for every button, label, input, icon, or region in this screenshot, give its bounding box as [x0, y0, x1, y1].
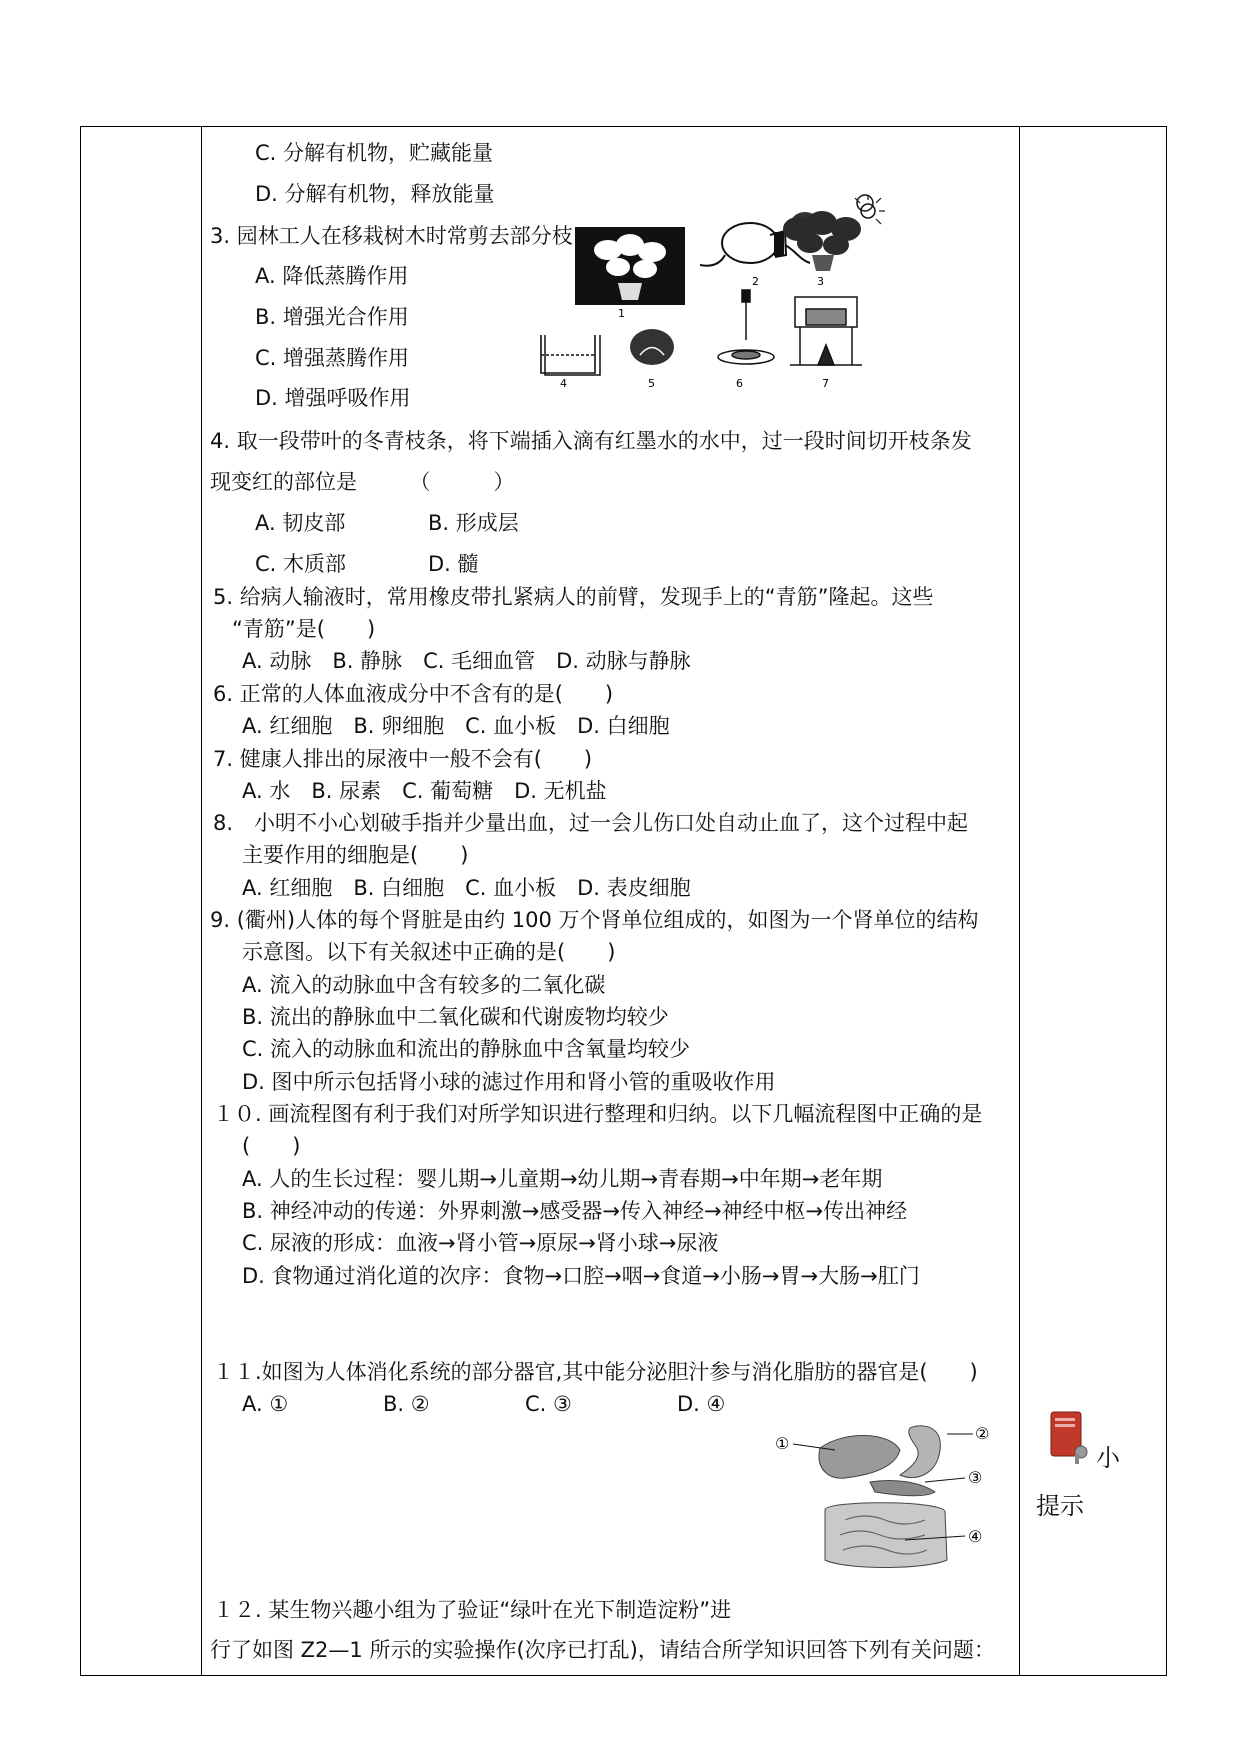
q9-option-c: C. 流入的动脉血和流出的静脉血中含氧量均较少 [242, 1037, 691, 1061]
q3-stem: 3. 园林工人在移栽树木时常剪去部分枝 [210, 224, 573, 248]
intestines [825, 1503, 947, 1568]
label-1: ① [775, 1434, 790, 1453]
q11-option-c: C. ③ [525, 1392, 572, 1416]
q3-option-d: D. 增强呼吸作用 [255, 386, 411, 410]
q2-option-d: D. 分解有机物，释放能量 [255, 182, 495, 206]
label-3: ③ [968, 1468, 983, 1487]
q5-stem-line1: 5. 给病人输液时，常用橡皮带扎紧病人的前臂，发现手上的“青筋”隆起。这些 [213, 585, 934, 609]
q4-stem-line2: 现变红的部位是 （ ） [210, 470, 515, 494]
liver [819, 1435, 900, 1478]
figure-panel-6 [718, 290, 774, 364]
q4-option-d: D. 髓 [428, 552, 479, 576]
label-2: ② [975, 1424, 990, 1443]
q9-option-a: A. 流入的动脉血中含有较多的二氧化碳 [242, 973, 606, 997]
q7-options: A. 水 B. 尿素 C. 葡萄糖 D. 无机盐 [242, 779, 607, 803]
figure-panel-7 [790, 297, 862, 365]
q3-option-b: B. 增强光合作用 [255, 305, 409, 329]
q4-option-b: B. 形成层 [428, 511, 519, 535]
left-column-divider [201, 127, 202, 1675]
q10-option-d: D. 食物通过消化道的次序：食物→口腔→咽→食道→小肠→胃→大肠→肛门 [242, 1264, 920, 1288]
stomach [900, 1426, 940, 1478]
pancreas [870, 1480, 935, 1495]
q10-option-b: B. 神经冲动的传递：外界刺激→感受器→传入神经→神经中枢→传出神经 [242, 1199, 908, 1223]
q3-option-a: A. 降低蒸腾作用 [255, 264, 409, 288]
leaf-starch-experiment-figure [560, 205, 990, 430]
q5-stem-line2: “青筋”是( ) [232, 617, 376, 641]
q4-option-a: A. 韧皮部 [255, 511, 346, 535]
figure-label-3: 3 [817, 275, 824, 288]
q4-option-c: C. 木质部 [255, 552, 347, 576]
q9-stem-line2: 示意图。以下有关叙述中正确的是( ) [242, 940, 616, 964]
digestive-system-figure [775, 1420, 1005, 1580]
book-key-icon [1047, 1410, 1093, 1464]
figure-label-7: 7 [822, 377, 829, 390]
q10-option-c: C. 尿液的形成：血液→肾小管→原尿→肾小球→尿液 [242, 1231, 719, 1255]
q2-option-c: C. 分解有机物，贮藏能量 [255, 141, 494, 165]
q8-options: A. 红细胞 B. 白细胞 C. 血小板 D. 表皮细胞 [242, 876, 691, 900]
figure-label-2: 2 [752, 275, 759, 288]
q10-stem-line2: ( ) [242, 1134, 301, 1158]
q4-stem-line1: 4. 取一段带叶的冬青枝条，将下端插入滴有红墨水的水中，过一段时间切开枝条发 [210, 429, 972, 453]
q11-option-d: D. ④ [677, 1392, 726, 1416]
figure-label-4: 4 [560, 377, 567, 390]
q9-stem-line1: 9. (衢州)人体的每个肾脏是由约 100 万个肾单位组成的，如图为一个肾单位的结构 [210, 908, 979, 932]
q3-option-c: C. 增强蒸腾作用 [255, 346, 410, 370]
hint-label-line1: 小 [1096, 1444, 1120, 1472]
hint-label-line2: 提示 [1036, 1492, 1084, 1520]
right-column-divider [1019, 127, 1020, 1675]
figure-label-1: 1 [618, 307, 625, 320]
q6-options: A. 红细胞 B. 卵细胞 C. 血小板 D. 白细胞 [242, 714, 670, 738]
q9-option-b: B. 流出的静脉血中二氧化碳和代谢废物均较少 [242, 1005, 669, 1029]
q7-stem: 7. 健康人排出的尿液中一般不会有( ) [213, 747, 593, 771]
figure-label-6: 6 [736, 377, 743, 390]
q5-options: A. 动脉 B. 静脉 C. 毛细血管 D. 动脉与静脉 [242, 649, 691, 673]
q8-stem-line1: 8. 小明不小心划破手指并少量出血，过一会儿伤口处自动止血了，这个过程中起 [213, 811, 969, 835]
label-4: ④ [968, 1527, 983, 1546]
q8-stem-line2: 主要作用的细胞是( ) [242, 843, 469, 867]
q9-option-d: D. 图中所示包括肾小球的滤过作用和肾小管的重吸收作用 [242, 1070, 776, 1094]
q6-stem: 6. 正常的人体血液成分中不含有的是( ) [213, 682, 614, 706]
q12-stem-line1: １２. 某生物兴趣小组为了验证“绿叶在光下制造淀粉”进 [213, 1598, 732, 1622]
q11-option-b: B. ② [383, 1392, 430, 1416]
figure-panel-5 [630, 329, 674, 365]
q10-stem-line1: １０. 画流程图有利于我们对所学知识进行整理和归纳。以下几幅流程图中正确的是 [213, 1102, 983, 1126]
q11-stem: １１.如图为人体消化系统的部分器官,其中能分泌胆汁参与消化脂肪的器官是( ) [213, 1360, 978, 1384]
q12-stem-line2: 行了如图 Z2—1 所示的实验操作(次序已打乱)，请结合所学知识回答下列有关问题： [210, 1638, 995, 1662]
q11-option-a: A. ① [242, 1392, 289, 1416]
figure-label-5: 5 [648, 377, 655, 390]
q10-option-a: A. 人的生长过程：婴儿期→儿童期→幼儿期→青春期→中年期→老年期 [242, 1167, 883, 1191]
